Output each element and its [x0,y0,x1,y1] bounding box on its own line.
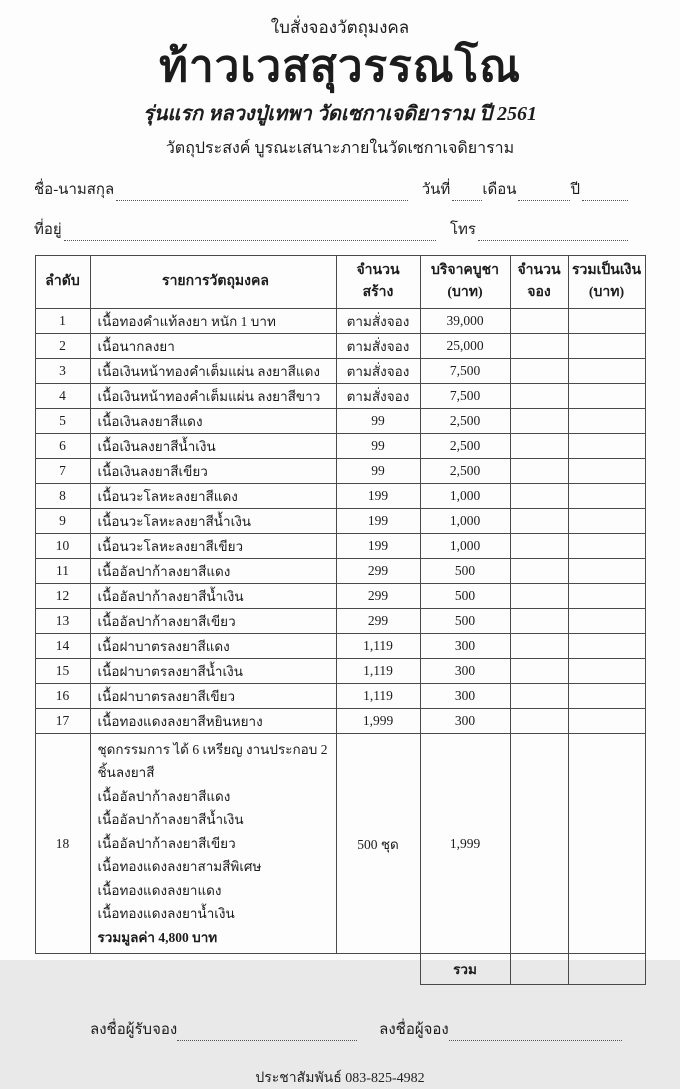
qty-made: 1,119 [336,658,420,683]
row-total-cell[interactable] [568,683,645,708]
table-row [35,508,645,533]
donation-price: 300 [420,633,510,658]
header-total [568,256,645,308]
table-row [35,583,645,608]
committee-set-row [35,733,645,954]
sum-label: รวม [420,954,510,985]
table-row [35,433,645,458]
qty-made: 99 [336,408,420,433]
reserve-qty-cell[interactable] [510,483,568,508]
qty-made: ตามสั่งจอง [336,358,420,383]
row-total-cell[interactable] [568,708,645,733]
row-number: 17 [35,708,90,733]
set-line: เนื้อทองแดงลงยาแดง [97,882,222,898]
set-line: ชุดกรรมการ ได้ 6 เหรียญ งานประกอบ 2 ชิ้นลงยาสี [97,741,328,781]
edition-subtitle: รุ่นแรก หลวงปู่เทพา วัดเซกาเจดิยาราม ปี 2561 [142,103,538,126]
qty-made: 299 [336,558,420,583]
donation-price: 500 [420,608,510,633]
row-total-cell[interactable] [568,433,645,458]
reserve-qty-cell[interactable] [510,608,568,633]
qty-made: ตามสั่งจอง [336,383,420,408]
row-number: 16 [35,683,90,708]
donation-price: 300 [420,683,510,708]
header-price-line1: บริจาคบูชา [430,263,500,279]
header-no: ลำดับ [35,256,90,308]
customer-signature [379,1017,622,1041]
set-line: เนื้ออัลปาก้าลงยาสีแดง [97,788,231,804]
items-tbody [35,308,645,985]
month-field[interactable] [518,185,570,201]
items-table [35,255,646,985]
donation-price: 300 [420,708,510,733]
table-row [35,558,645,583]
reserve-qty-cell[interactable] [510,508,568,533]
qty-made: 299 [336,583,420,608]
name-label: ชื่อ-นามสกุล [34,182,115,199]
sum-total-cell[interactable] [568,954,645,985]
set-total-value: รวมมูลค่า 4,800 บาท [97,929,218,945]
phone-label: โทร [449,222,476,239]
table-row [35,683,645,708]
name-field[interactable] [116,185,408,201]
row-number: 8 [35,483,90,508]
receiver-signature-field[interactable] [177,1025,357,1041]
qty-made: ตามสั่งจอง [336,333,420,358]
reserve-qty-cell[interactable] [510,658,568,683]
form-title: ใบสั่งจองวัตถุมงคล [270,18,410,37]
row-total-cell[interactable] [568,583,645,608]
row-total-cell[interactable] [568,333,645,358]
item-name: เนื้อนวะโลหะลงยาสีเขียว [90,533,336,558]
row-number: 14 [35,633,90,658]
row-number: 6 [35,433,90,458]
donation-price: 1,000 [420,533,510,558]
address-field[interactable] [64,225,436,241]
row-total-cell[interactable] [568,458,645,483]
item-name: เนื้อทองคำแท้ลงยา หนัก 1 บาท [90,308,336,333]
row-number: 13 [35,608,90,633]
reserve-qty-cell[interactable] [510,533,568,558]
donation-price: 500 [420,583,510,608]
item-name: เนื้อเงินลงยาสีแดง [90,408,336,433]
item-name: เนื้อเงินหน้าทองคำเต็มแผ่น ลงยาสีแดง [90,358,336,383]
donation-price: 300 [420,658,510,683]
table-header-row [35,256,645,308]
sum-row [35,954,645,985]
sum-reserve-cell[interactable] [510,954,568,985]
row-number: 18 [35,733,90,954]
item-name: เนื้ออัลปาก้าลงยาสีแดง [90,558,336,583]
set-line: เนื้อทองแดงลงยาสามสีพิเศษ [97,859,262,875]
row-total-cell[interactable] [568,733,645,954]
donation-price: 1,000 [420,483,510,508]
donation-price: 1,000 [420,508,510,533]
main-title: ท้าวเวสสุวรรณโณ [158,42,522,91]
reserve-qty-cell[interactable] [510,683,568,708]
row-total-cell[interactable] [568,358,645,383]
year-label: ปี [570,182,580,199]
table-row [35,483,645,508]
item-name: เนื้ออัลปาก้าลงยาสีเขียว [90,608,336,633]
receiver-signature-label: ลงชื่อผู้รับจอง [90,1022,178,1039]
reserve-qty-cell[interactable] [510,558,568,583]
donation-price: 7,500 [420,383,510,408]
phone-field[interactable] [478,225,628,241]
qty-made: 199 [336,533,420,558]
row-total-cell[interactable] [568,658,645,683]
row-number: 9 [35,508,90,533]
month-label: เดือน [482,182,517,199]
row-total-cell[interactable] [568,383,645,408]
contact-footer: ประชาสัมพันธ์ 083-825-4982 [255,1071,425,1087]
reserve-qty-cell[interactable] [510,433,568,458]
table-row [35,333,645,358]
donation-price: 7,500 [420,358,510,383]
reserve-qty-cell[interactable] [510,383,568,408]
row-total-cell[interactable] [568,608,645,633]
item-name: เนื้อเงินลงยาสีน้ำเงิน [90,433,336,458]
header-qty-line2: สร้าง [362,285,394,301]
row-number: 3 [35,358,90,383]
row-number: 15 [35,658,90,683]
table-row [35,633,645,658]
reserve-qty-cell[interactable] [510,408,568,433]
header-reserve-line2: จอง [527,285,551,301]
header-total-line1: รวมเป็นเงิน [571,263,642,279]
donation-price: 1,999 [420,733,510,954]
committee-set-details [90,733,336,954]
table-row [35,358,645,383]
header-price-line2: (บาท) [447,285,483,301]
reserve-qty-cell[interactable] [510,583,568,608]
item-name: เนื้อเงินหน้าทองคำเต็มแผ่น ลงยาสีขาว [90,383,336,408]
reserve-qty-cell[interactable] [510,308,568,333]
table-row [35,308,645,333]
name-date-row [34,177,628,201]
row-total-cell[interactable] [568,508,645,533]
donation-price: 39,000 [420,308,510,333]
set-line: เนื้ออัลปาก้าลงยาสีเขียว [97,835,236,851]
qty-made: 1,999 [336,708,420,733]
row-total-cell[interactable] [568,408,645,433]
row-number: 11 [35,558,90,583]
customer-signature-field[interactable] [449,1025,622,1041]
date-label: วันที่ [421,182,451,199]
table-row [35,708,645,733]
header-total-line2: (บาท) [588,285,625,301]
purpose-line: วัตถุประสงค์ บูรณะเสนาะภายในวัดเซกาเจดิยาราม [165,140,515,158]
donation-price: 2,500 [420,408,510,433]
item-name: เนื้อเงินลงยาสีเขียว [90,458,336,483]
set-line: เนื้ออัลปาก้าลงยาสีน้ำเงิน [97,812,244,828]
row-number: 12 [35,583,90,608]
item-name: เนื้อฝาบาตรลงยาสีเขียว [90,683,336,708]
header-qty-line1: จำนวน [356,263,400,279]
row-total-cell[interactable] [568,633,645,658]
donation-price: 2,500 [420,458,510,483]
row-number: 1 [35,308,90,333]
qty-made: 99 [336,458,420,483]
reserve-qty-cell[interactable] [510,708,568,733]
row-total-cell[interactable] [568,308,645,333]
set-line: เนื้อทองแดงลงยาน้ำเงิน [97,906,235,922]
qty-made: 199 [336,508,420,533]
receiver-signature [90,1017,357,1041]
row-number: 4 [35,383,90,408]
item-name: เนื้ออัลปาก้าลงยาสีน้ำเงิน [90,583,336,608]
table-row [35,533,645,558]
row-number: 5 [35,408,90,433]
table-row [35,383,645,408]
qty-made: ตามสั่งจอง [336,308,420,333]
header-item: รายการวัตถุมงคล [90,256,336,308]
item-name: เนื้อฝาบาตรลงยาสีแดง [90,633,336,658]
donation-price: 25,000 [420,333,510,358]
year-field[interactable] [582,185,628,201]
reserve-qty-cell[interactable] [510,733,568,954]
qty-made: 500 ชุด [336,733,420,954]
sum-row-spacer [35,954,420,985]
reserve-qty-cell[interactable] [510,458,568,483]
item-name: เนื้อนวะโลหะลงยาสีน้ำเงิน [90,508,336,533]
document-header [0,14,680,161]
qty-made: 1,119 [336,683,420,708]
donation-price: 500 [420,558,510,583]
item-name: เนื้อนวะโลหะลงยาสีแดง [90,483,336,508]
address-phone-row [34,217,628,241]
donation-price: 2,500 [420,433,510,458]
reserve-qty-cell[interactable] [510,358,568,383]
qty-made: 1,119 [336,633,420,658]
row-number: 7 [35,458,90,483]
row-total-cell[interactable] [568,558,645,583]
item-name: เนื้อฝาบาตรลงยาสีน้ำเงิน [90,658,336,683]
table-row [35,458,645,483]
table-row [35,658,645,683]
signature-section [90,1017,622,1041]
item-name: เนื้อทองแดงลงยาสีหยินหยาง [90,708,336,733]
row-number: 10 [35,533,90,558]
address-label: ที่อยู่ [34,222,62,239]
customer-fields [34,177,628,241]
qty-made: 99 [336,433,420,458]
item-name: เนื้อนากลงยา [90,333,336,358]
table-row [35,608,645,633]
header-reserve [510,256,568,308]
qty-made: 299 [336,608,420,633]
header-reserve-line1: จำนวน [517,263,561,279]
row-total-cell[interactable] [568,533,645,558]
header-qty [336,256,420,308]
row-number: 2 [35,333,90,358]
header-price [420,256,510,308]
reserve-qty-cell[interactable] [510,633,568,658]
qty-made: 199 [336,483,420,508]
customer-signature-label: ลงชื่อผู้จอง [379,1022,449,1039]
table-row [35,408,645,433]
date-field[interactable] [452,185,482,201]
reserve-qty-cell[interactable] [510,333,568,358]
row-total-cell[interactable] [568,483,645,508]
